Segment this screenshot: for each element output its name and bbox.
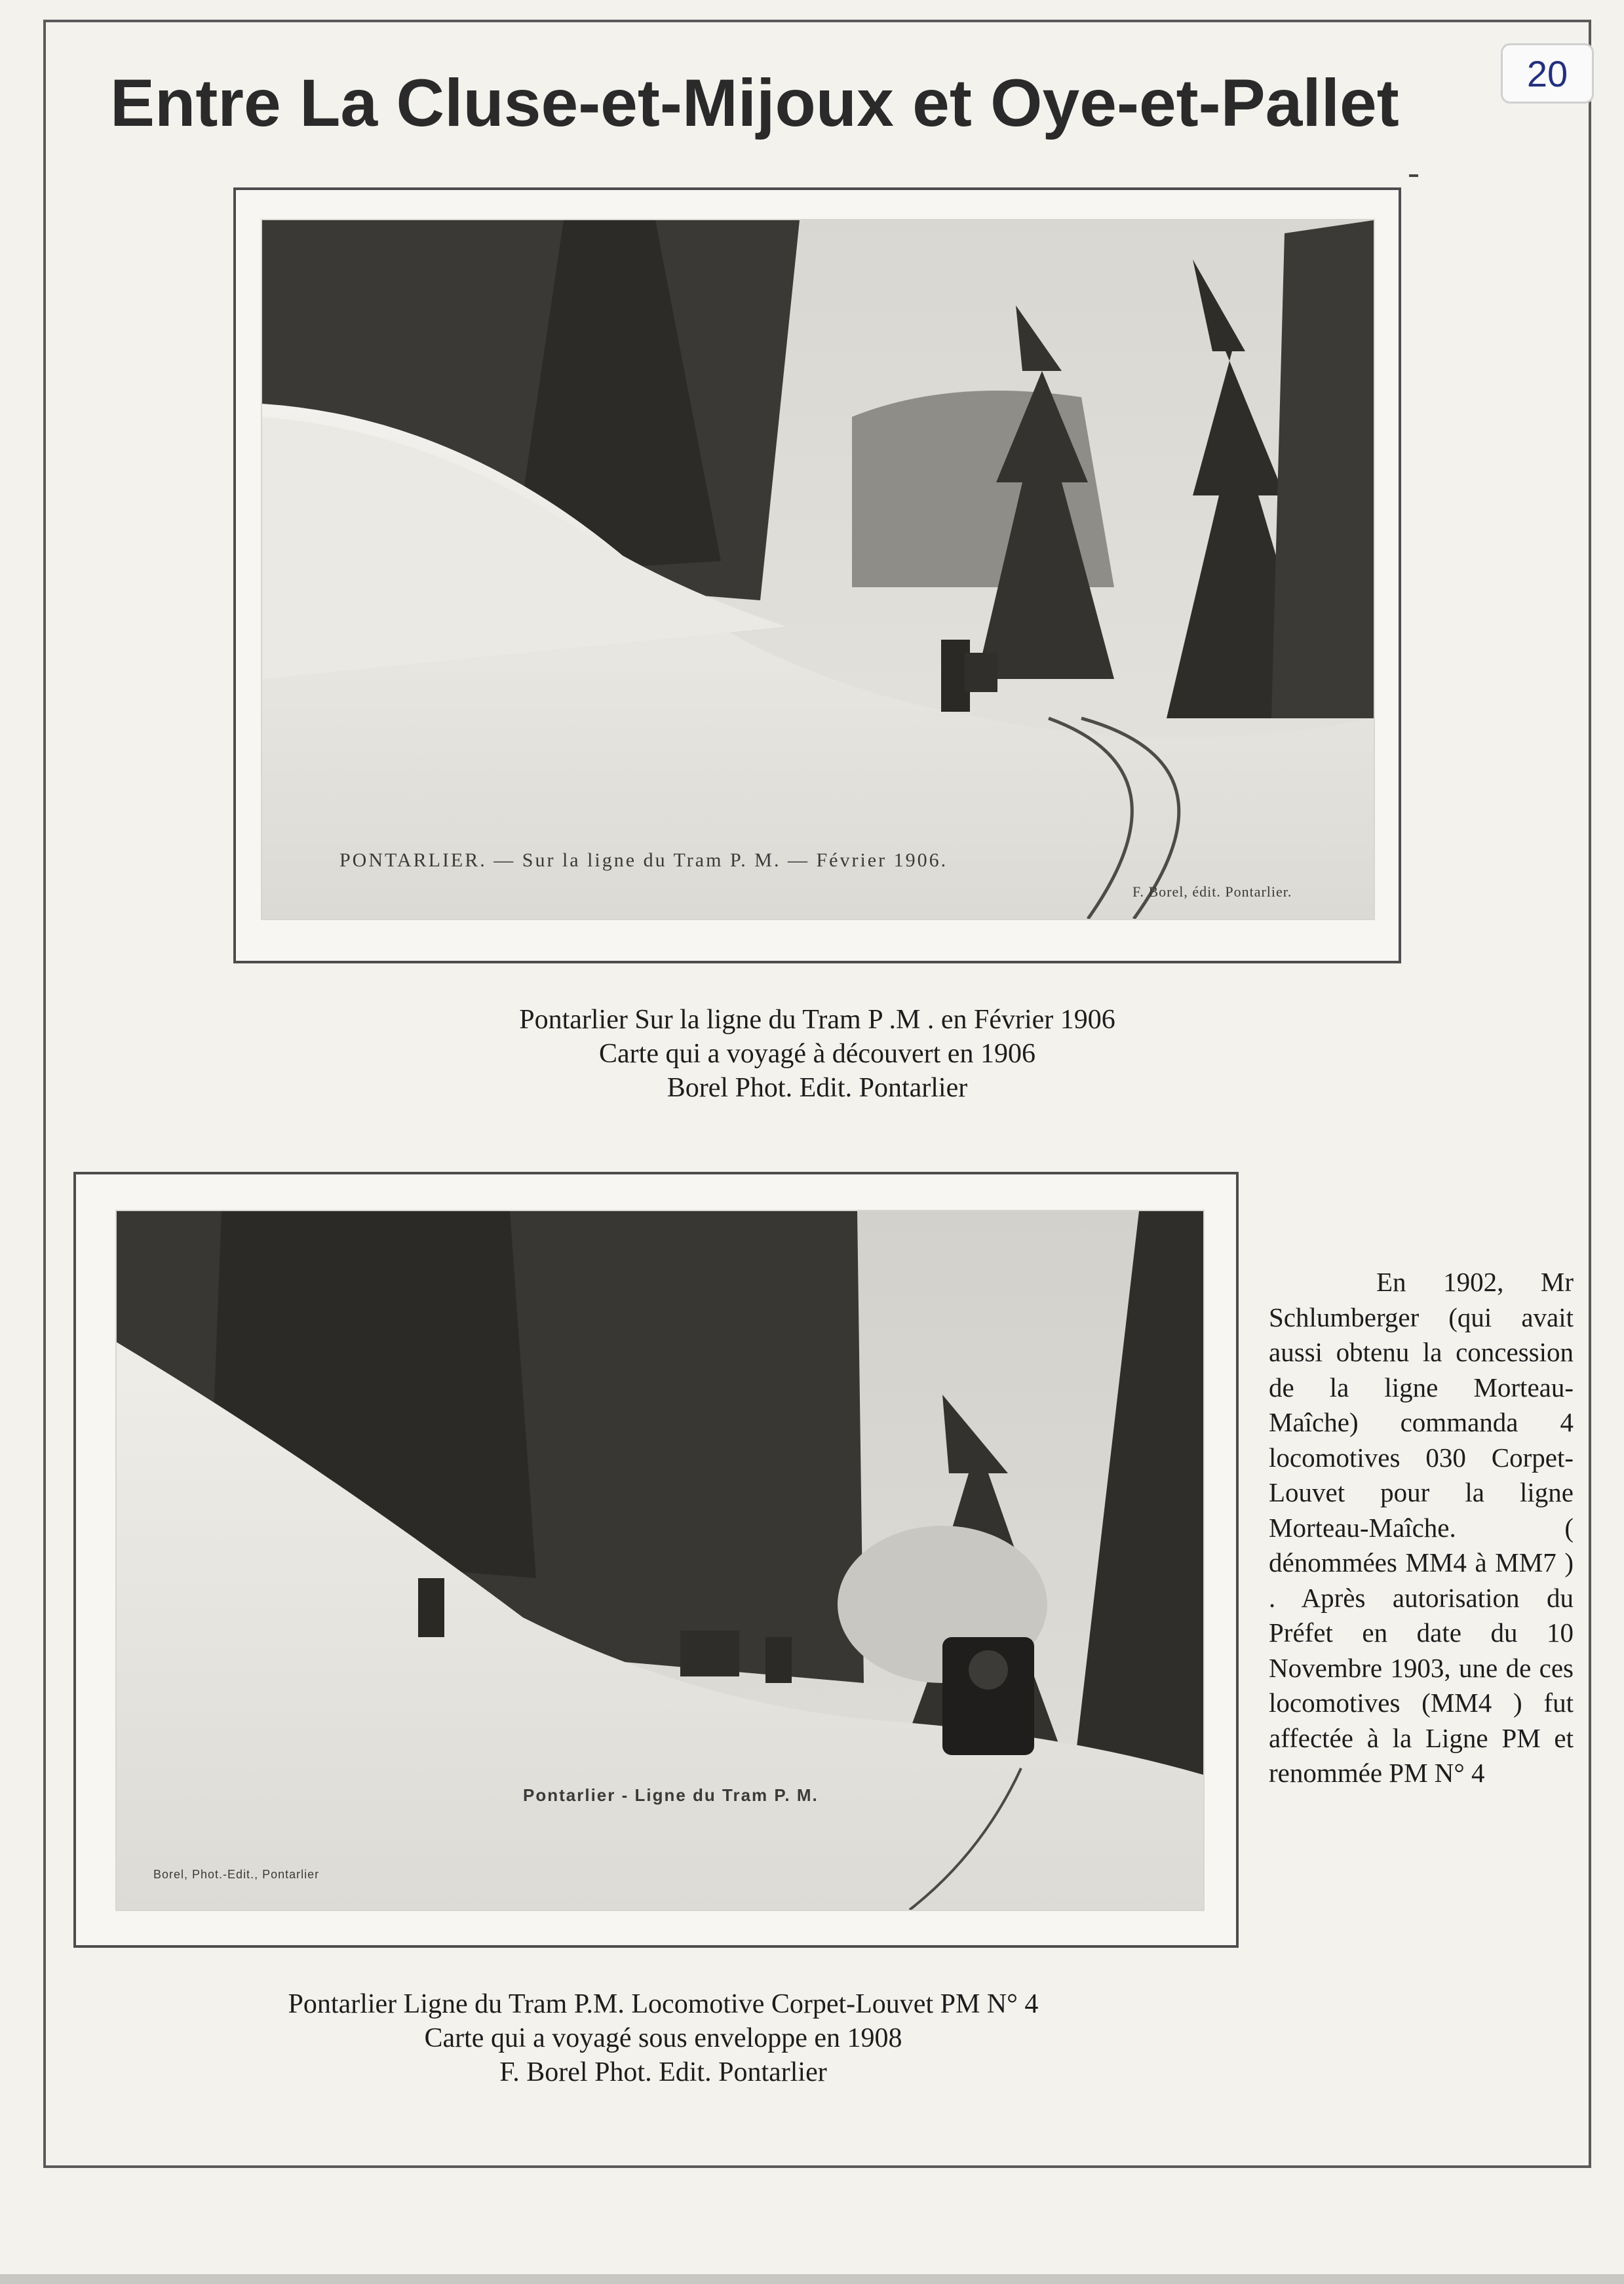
pen-mark (1409, 174, 1418, 177)
description-line: F. Borel Phot. Edit. Pontarlier (499, 2057, 827, 2087)
postcard-printed-caption: Pontarlier - Ligne du Tram P. M. (523, 1785, 819, 1805)
scan-edge (0, 2274, 1624, 2284)
postcard-publisher-imprint: Borel, Phot.-Edit., Pontarlier (153, 1868, 320, 1881)
postcard-1-description (233, 1003, 1401, 1105)
description-line: Pontarlier Sur la ligne du Tram P .M . en Février 1906 (519, 1005, 1115, 1035)
history-note: En 1902, Mr Schlumberger (qui avait aussi obtenu la concession de la ligne Morteau-Maîche) commanda 4 locomotives 030 Corpet-Louvet pour la ligne Morteau-Maîche. ( dénommées MM4 à MM7 ) . Après autorisation du Préfet en date du 10 Novembre 1903, une de ces locomotives (MM4 ) fut affectée à la Ligne PM et renommée PM N° 4 (1269, 1267, 1574, 1788)
snow-scene-sleigh-image (262, 220, 1374, 919)
postcard-photo-locomotive[interactable] (117, 1211, 1203, 1910)
postcard-publisher-imprint: F. Borel, édit. Pontarlier. (1132, 883, 1292, 900)
description-line: Pontarlier Ligne du Tram P.M. Locomotive Corpet-Louvet PM N° 4 (288, 1989, 1039, 2019)
description-line: Carte qui a voyagé à découvert en 1906 (599, 1039, 1035, 1069)
postcard-2-description (73, 1987, 1253, 2089)
description-line: Borel Phot. Edit. Pontarlier (667, 1073, 968, 1103)
page-title: Entre La Cluse-et-Mijoux et Oye-et-Pallet (110, 66, 1399, 140)
page-number: 20 (1501, 43, 1594, 104)
postcard-mount-1 (233, 187, 1401, 963)
postcard-mount-2 (73, 1172, 1239, 1948)
description-line: Carte qui a voyagé sous enveloppe en 1908 (424, 2023, 902, 2053)
postcard-photo-sleigh[interactable] (262, 220, 1374, 919)
postcard-printed-caption: PONTARLIER. — Sur la ligne du Tram P. M. — Février 1906. (339, 849, 948, 871)
